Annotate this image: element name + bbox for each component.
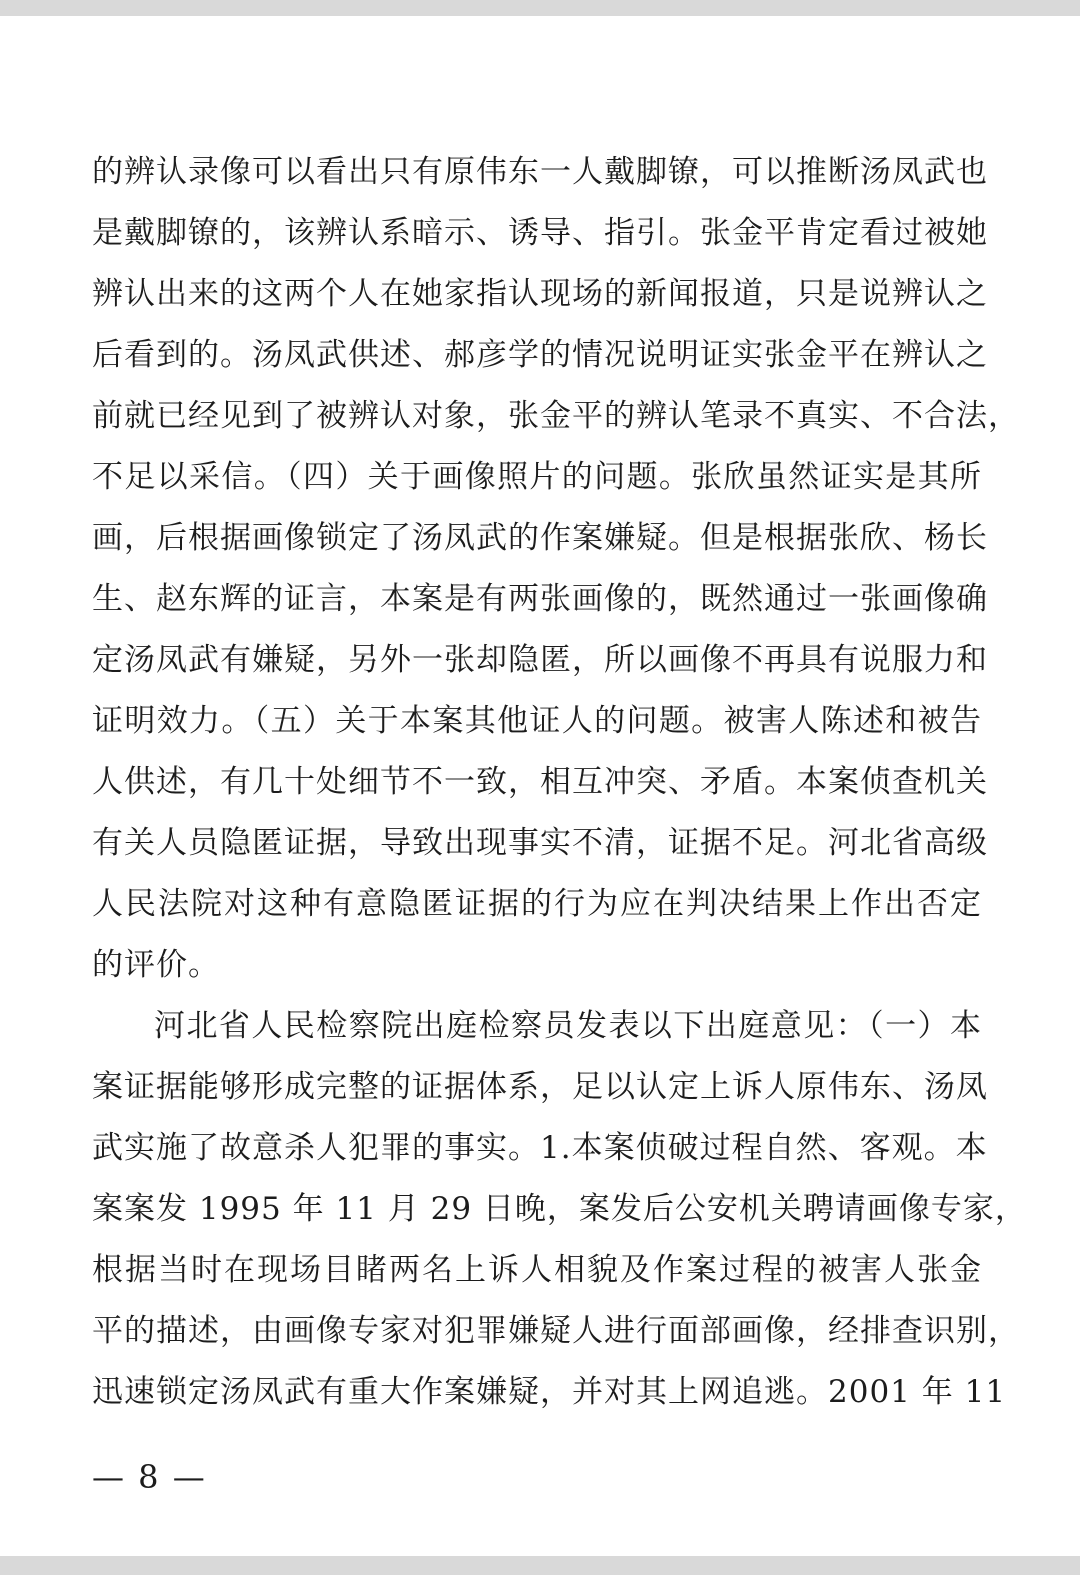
paragraph-start-line: 河北省人民检察院出庭检察员发表以下出庭意见：（一）本 (154, 1008, 982, 1044)
text-line: 根据当时在现场目睹两名上诉人相貌及作案过程的被害人张金 (92, 1252, 982, 1288)
text-line: 不足以采信。（四）关于画像照片的问题。张欣虽然证实是其所 (92, 459, 982, 495)
document-page (0, 16, 1080, 1556)
text-line: 的辨认录像可以看出只有原伟东一人戴脚镣，可以推断汤凤武也 (92, 154, 988, 190)
text-line: 辨认出来的这两个人在她家指认现场的新闻报道，只是说辨认之 (92, 276, 988, 312)
text-line: 证明效力。（五）关于本案其他证人的问题。被害人陈述和被告 (92, 703, 982, 739)
page-number: — 8 — (92, 1458, 207, 1496)
text-line: 迅速锁定汤凤武有重大作案嫌疑，并对其上网追逃。2001 年 11 (92, 1374, 1007, 1410)
body-text (92, 142, 1027, 1423)
text-line: 平的描述，由画像专家对犯罪嫌疑人进行面部画像，经排查识别， (92, 1313, 1020, 1349)
text-line: 有关人员隐匿证据，导致出现事实不清，证据不足。河北省高级 (92, 825, 988, 861)
text-line: 人供述，有几十处细节不一致，相互冲突、矛盾。本案侦查机关 (92, 764, 988, 800)
text-line: 人民法院对这种有意隐匿证据的行为应在判决结果上作出否定 (92, 886, 982, 922)
text-line: 前就已经见到了被辨认对象，张金平的辨认笔录不真实、不合法， (92, 398, 1020, 434)
text-line: 案案发 1995 年 11 月 29 日晚，案发后公安机关聘请画像专家， (92, 1191, 1027, 1227)
text-line: 画，后根据画像锁定了汤凤武的作案嫌疑。但是根据张欣、杨长 (92, 520, 988, 556)
text-line: 案证据能够形成完整的证据体系，足以认定上诉人原伟东、汤凤 (92, 1069, 988, 1105)
text-line: 武实施了故意杀人犯罪的事实。1.本案侦破过程自然、客观。本 (92, 1130, 988, 1166)
text-line: 后看到的。汤凤武供述、郝彦学的情况说明证实张金平在辨认之 (92, 337, 988, 373)
text-line: 生、赵东辉的证言，本案是有两张画像的，既然通过一张画像确 (92, 581, 988, 617)
text-line: 的评价。 (92, 947, 220, 983)
text-line: 定汤凤武有嫌疑，另外一张却隐匿，所以画像不再具有说服力和 (92, 642, 988, 678)
text-line: 是戴脚镣的，该辨认系暗示、诱导、指引。张金平肯定看过被她 (92, 215, 988, 251)
